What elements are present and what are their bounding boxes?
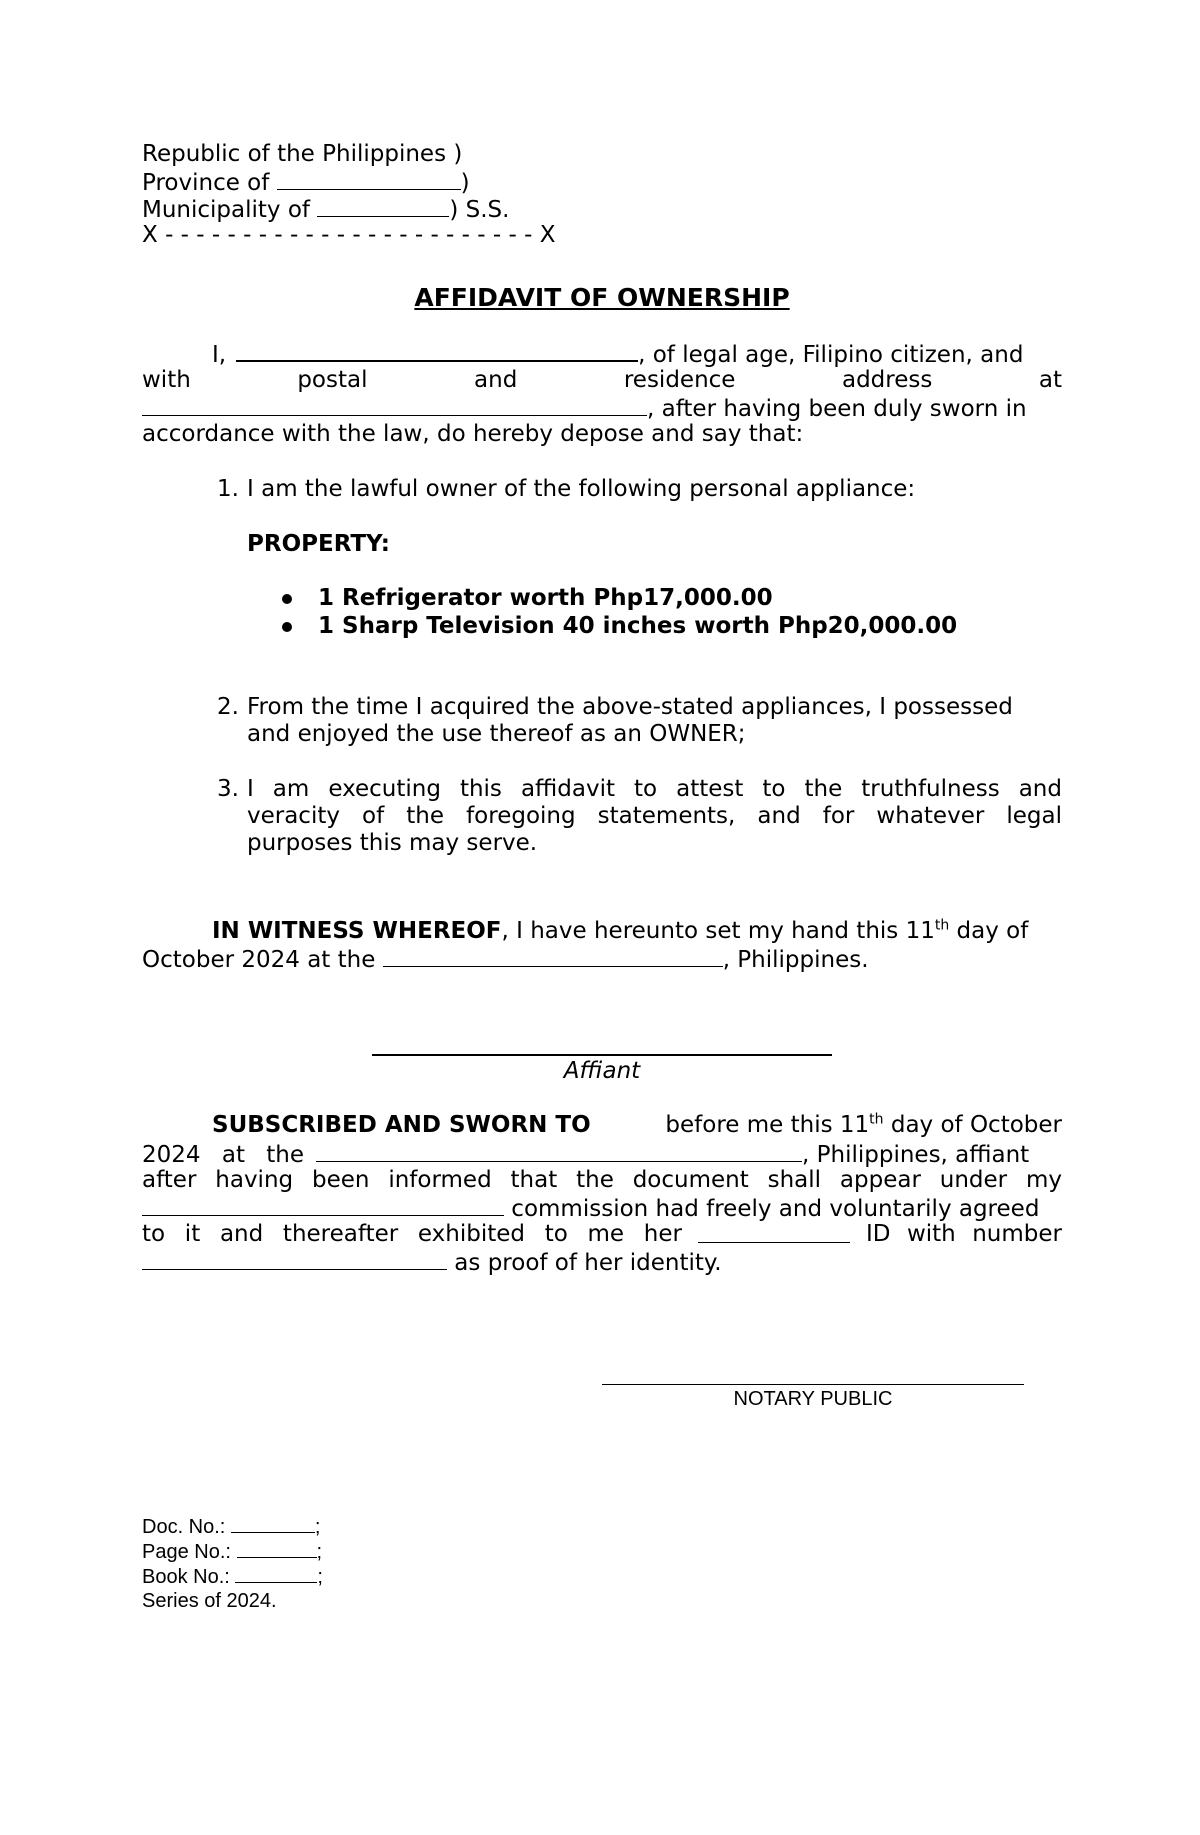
caption-separator: X - - - - - - - - - - - - - - - - - - - - - - - - X (142, 222, 556, 248)
subscribed-line-2 (142, 1140, 1029, 1169)
subscribed-text-end: day of October (883, 1112, 1062, 1138)
property-item-text: 1 Refrigerator worth Php17,000.00 (318, 585, 773, 611)
series-year: Series of 2024. (142, 1590, 277, 1612)
intro-line-1 (212, 339, 1023, 369)
id-type-blank (698, 1221, 850, 1243)
municipality-blank (317, 195, 449, 217)
witness-place-label: October 2024 at the (142, 947, 383, 973)
witness-lead: IN WITNESS WHEREOF (212, 918, 502, 944)
id-number-blank (142, 1248, 447, 1270)
caption-republic (142, 141, 462, 168)
subscribed-commission-text: commission had freely and voluntarily agreed (504, 1196, 1040, 1222)
intro-lead: I, (212, 342, 227, 368)
caption-province (142, 168, 470, 197)
property-item-text: 1 Sharp Television 40 inches worth Php20,000.00 (318, 613, 958, 639)
intro-after-name: , of legal age, Filipino citizen, and (638, 342, 1024, 368)
subscribed-lead: SUBSCRIBED AND SWORN TO (212, 1112, 591, 1138)
page-number (142, 1539, 322, 1565)
province-label: Province of (142, 170, 277, 196)
witness-line-2 (142, 945, 869, 974)
address-blank (142, 394, 647, 416)
witness-place-blank (383, 945, 723, 967)
municipality-label: Municipality of (142, 197, 318, 223)
item-3 (203, 776, 1062, 803)
witness-line-1 (212, 918, 1028, 945)
witness-text: , I have hereunto set my hand this 11 (501, 918, 935, 944)
item-3-number: 3. (217, 776, 239, 802)
page-number-label: Page No.: (142, 1541, 237, 1563)
subscribed-exhibited-text: to it and thereafter exhibited to me her (142, 1221, 682, 1247)
doc-number (142, 1514, 320, 1540)
book-number (142, 1564, 323, 1590)
subscribed-line-6 (142, 1248, 722, 1277)
caption-municipality (142, 195, 509, 224)
subscribed-ordinal: th (869, 1111, 884, 1128)
item-2-line-2: and enjoyed the use thereof as an OWNER; (247, 721, 746, 747)
book-number-end: ; (317, 1566, 323, 1588)
province-paren: ) (460, 170, 470, 196)
intro-after-address: , after having been duly sworn in (647, 396, 1027, 422)
affiant-label: Affiant (563, 1058, 641, 1084)
subscribed-text: before me this 11 (665, 1112, 870, 1138)
doc-number-blank (231, 1514, 315, 1533)
book-number-label: Book No.: (142, 1566, 236, 1588)
caption-republic-text: Republic of the Philippines ) (142, 141, 463, 167)
bullet-icon (282, 622, 292, 632)
subscribed-place-blank (316, 1140, 802, 1162)
item-2-line-1: From the time I acquired the above-stated appliances, I possessed (247, 694, 1013, 720)
item-2 (203, 694, 1013, 721)
book-number-blank (235, 1564, 317, 1583)
subscribed-identity-text: as proof of her identity. (447, 1250, 722, 1276)
affiant-signature-line (372, 1054, 832, 1056)
item-3-line-3: purposes this may serve. (247, 830, 538, 856)
page-number-blank (237, 1539, 317, 1558)
notary-signature-line (602, 1384, 1024, 1385)
subscribed-line-5 (142, 1221, 1062, 1248)
document-title: AFFIDAVIT OF OWNERSHIP (414, 283, 790, 312)
property-item (282, 585, 773, 612)
commission-blank (142, 1194, 504, 1216)
subscribed-line-4 (142, 1194, 1039, 1223)
witness-text-end: day of (949, 918, 1029, 944)
subscribed-line-3: after having been informed that the document shall appear under my (142, 1167, 1062, 1193)
intro-line-2: with postal and residence address at (142, 367, 1062, 393)
municipality-ss: ) S.S. (449, 197, 510, 223)
item-3-line-2: veracity of the foregoing statements, and for whatever legal (247, 803, 1062, 829)
doc-number-label: Doc. No.: (142, 1516, 231, 1538)
property-heading: PROPERTY: (247, 531, 390, 557)
item-1-number: 1. (217, 476, 239, 502)
affiant-name-blank (236, 339, 638, 362)
item-3-line-1: I am executing this affidavit to attest to the truthfulness and (247, 776, 1062, 802)
intro-line-3 (142, 394, 1027, 423)
doc-number-end: ; (314, 1516, 321, 1538)
subscribed-philippines: , Philippines, affiant (802, 1142, 1030, 1168)
notary-label: NOTARY PUBLIC (733, 1388, 893, 1410)
intro-line-4: accordance with the law, do hereby depose and say that: (142, 421, 804, 447)
page-number-end: ; (316, 1541, 323, 1563)
province-blank (277, 168, 461, 190)
property-item (282, 613, 957, 640)
id-number-label: ID with number (866, 1221, 1062, 1247)
subscribed-place-label: 2024 at the (142, 1142, 305, 1168)
bullet-icon (282, 594, 292, 604)
witness-philippines: , Philippines. (722, 947, 869, 973)
subscribed-line-1 (212, 1112, 1062, 1139)
item-1 (203, 476, 915, 503)
witness-ordinal: th (934, 917, 950, 934)
item-1-text: I am the lawful owner of the following personal appliance: (247, 476, 916, 502)
item-2-number: 2. (217, 694, 239, 720)
